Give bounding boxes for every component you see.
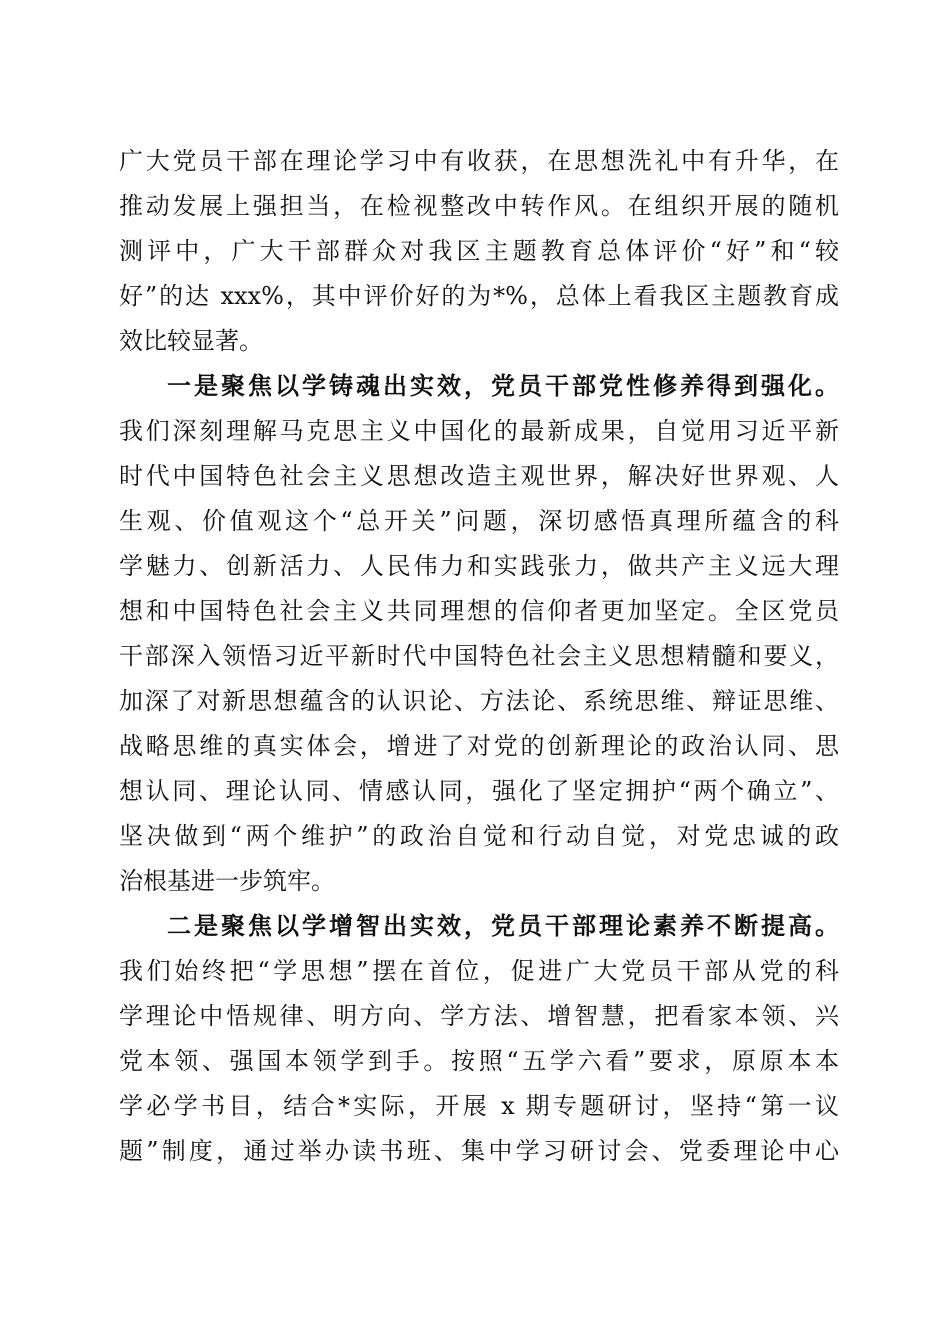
text-line: 推动发展上强担当，在检视整改中转作风。在组织开展的随机 [119, 192, 839, 220]
text-line: 战略思维的真实体会，增进了对党的创新理论的政治认同、思 [119, 732, 839, 760]
text-line: 效比较显著。 [119, 327, 263, 355]
text-line: 党本领、强国本领学到手。按照“五学六看”要求，原原本本 [119, 1047, 839, 1075]
section-heading-1: 一是聚焦以学铸魂出实效，党员干部党性修养得到强化。 [167, 371, 839, 400]
text-line: 想认同、理论认同、情感认同，强化了坚定拥护“两个确立”、 [119, 777, 839, 805]
text-line: 坚决做到“两个维护”的政治自觉和行动自觉，对党忠诚的政 [119, 822, 839, 850]
text-line: 学理论中悟规律、明方向、学方法、增智慧，把看家本领、兴 [119, 1002, 839, 1030]
text-line: 干部深入领悟习近平新时代中国特色社会主义思想精髓和要义， [119, 642, 839, 670]
text-line: 学必学书目，结合*实际，开展 x 期专题研讨，坚持“第一议 [119, 1092, 839, 1120]
text-line: 广大党员干部在理论学习中有收获，在思想洗礼中有升华，在 [119, 147, 839, 175]
text-line: 题”制度，通过举办读书班、集中学习研讨会、党委理论中心 [119, 1137, 839, 1165]
text-line: 学魅力、创新活力、人民伟力和实践张力，做共产主义远大理 [119, 552, 839, 580]
text-line: 生观、价值观这个“总开关”问题，深切感悟真理所蕴含的科 [119, 507, 839, 535]
text-line: 好”的达 xxx%，其中评价好的为*%，总体上看我区主题教育成 [119, 282, 839, 310]
text-line: 加深了对新思想蕴含的认识论、方法论、系统思维、辩证思维、 [119, 687, 839, 715]
text-line: 我们深刻理解马克思主义中国化的最新成果，自觉用习近平新 [119, 417, 839, 445]
text-line: 想和中国特色社会主义共同理想的信仰者更加坚定。全区党员 [119, 597, 839, 625]
text-line: 治根基进一步筑牢。 [119, 867, 335, 895]
text-line: 时代中国特色社会主义思想改造主观世界，解决好世界观、人 [119, 462, 839, 490]
section-heading-2: 二是聚焦以学增智出实效，党员干部理论素养不断提高。 [167, 911, 839, 940]
text-line: 我们始终把“学思想”摆在首位，促进广大党员干部从党的科 [119, 957, 839, 985]
text-line: 测评中，广大干部群众对我区主题教育总体评价“好”和“较 [119, 237, 839, 265]
